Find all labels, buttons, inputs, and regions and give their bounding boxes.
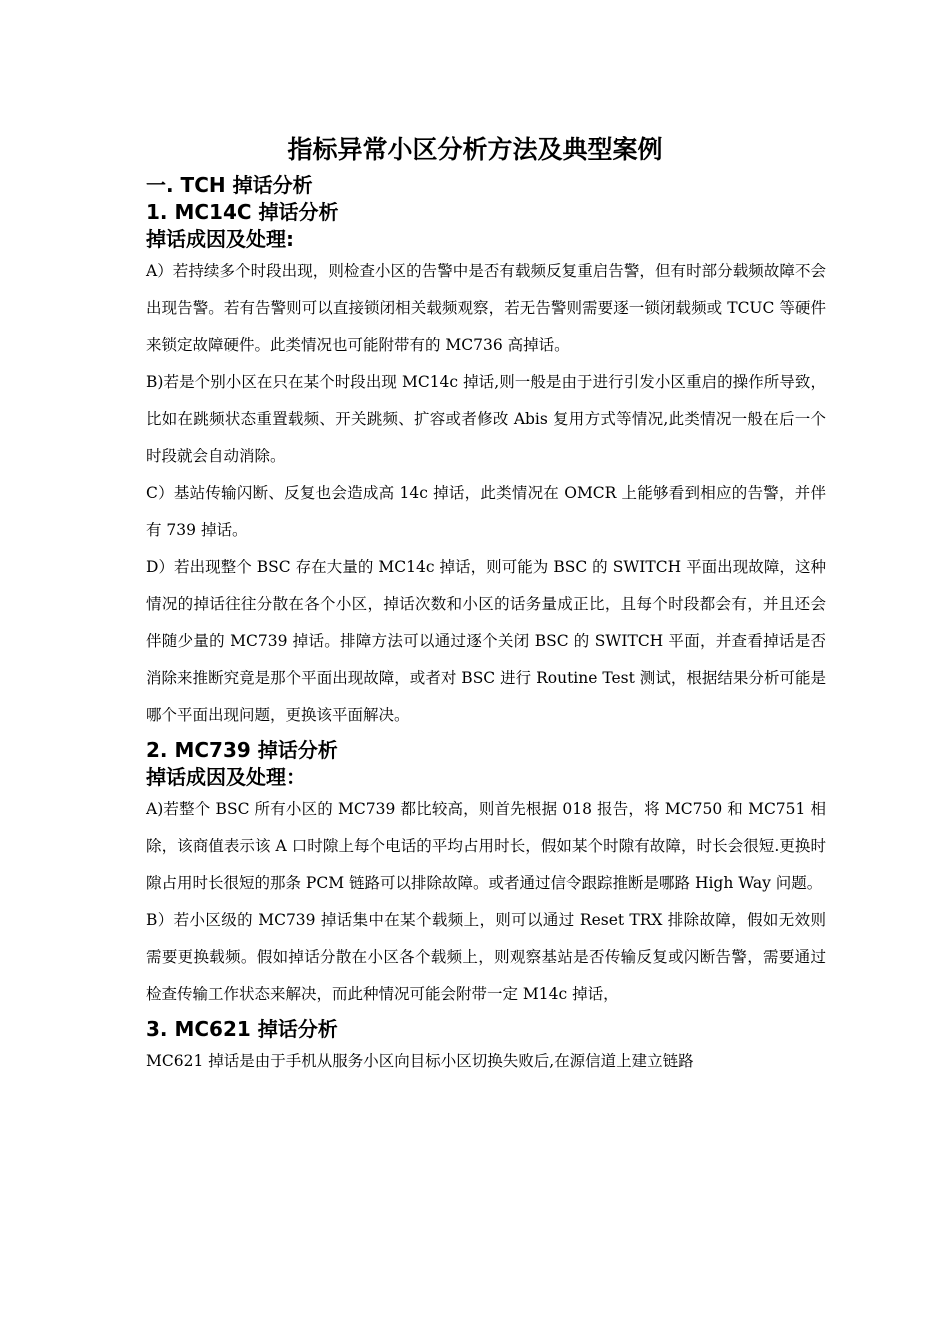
section-heading-tch: 一. TCH 掉话分析 — [146, 173, 313, 197]
paragraph-mc621: MC621 掉话是由于手机从服务小区向目标小区切换失败后,在源信道上建立链路 — [146, 1052, 694, 1070]
paragraph-mc14c-a: A）若持续多个时段出现，则检查小区的告警中是否有载频反复重启告警，但有时部分载频故障不会出现告警。若有告警则可以直接锁闭相关载频观察，若无告警则需要逐一锁闭载频或 TCUC 等硬件来锁定故障硬件。此类情况也可能附带有的 MC736 高掉话。 — [146, 262, 826, 354]
paragraph-mc739-a: A)若整个 BSC 所有小区的 MC739 都比较高，则首先根据 018 报告，将 MC750 和 MC751 相除，该商值表示该 A 口时隙上每个电话的平均占用时长，假如某个时隙有故障，时长会很短.更换时隙占用时长很短的那条 PCM 链路可以排除故障。或者通过信令跟踪推断是哪路 High Way 问题。 — [146, 800, 826, 892]
document-title: 指标异常小区分析方法及典型案例 — [287, 135, 663, 164]
cause-heading-mc739: 掉话成因及处理： — [146, 765, 306, 789]
paragraph-mc14c-d: D）若出现整个 BSC 存在大量的 MC14c 掉话，则可能为 BSC 的 SWITCH 平面出现故障，这种情况的掉话往往分散在各个小区，掉话次数和小区的话务量成正比，且每个时段都会有，并且还会伴随少量的 MC739 掉话。排障方法可以通过逐个关闭 BSC 的 SWITCH 平面，并查看掉话是否消除来推断究竟是那个平面出现故障，或者对 BSC 进行 Routine Test 测试，根据结果分析可能是哪个平面出现问题，更换该平面解决。 — [146, 558, 826, 724]
paragraph-mc14c-c: C）基站传输闪断、反复也会造成高 14c 掉话，此类情况在 OMCR 上能够看到相应的告警，并伴有 739 掉话。 — [146, 484, 826, 539]
document-body — [146, 172, 826, 1080]
paragraph-mc14c-b: B)若是个别小区在只在某个时段出现 MC14c 掉话,则一般是由于进行引发小区重启的操作所导致，比如在跳频状态重置载频、开关跳频、扩容或者修改 Abis 复用方式等情况,此类情况一般在后一个时段就会自动消除。 — [146, 373, 826, 465]
paragraph-mc739-b: B）若小区级的 MC739 掉话集中在某个载频上，则可以通过 Reset TRX 排除故障，假如无效则需要更换载频。假如掉话分散在小区各个载频上，则观察基站是否传输反复或闪断告警，需要通过检查传输工作状态来解决，而此种情况可能会附带一定 M14c 掉话， — [146, 911, 826, 1003]
subsection-heading-mc14c: 1. MC14C 掉话分析 — [146, 200, 339, 224]
cause-heading-mc14c: 掉话成因及处理: — [146, 227, 294, 251]
subsection-heading-mc621: 3. MC621 掉话分析 — [146, 1017, 338, 1041]
subsection-heading-mc739: 2. MC739 掉话分析 — [146, 738, 338, 762]
